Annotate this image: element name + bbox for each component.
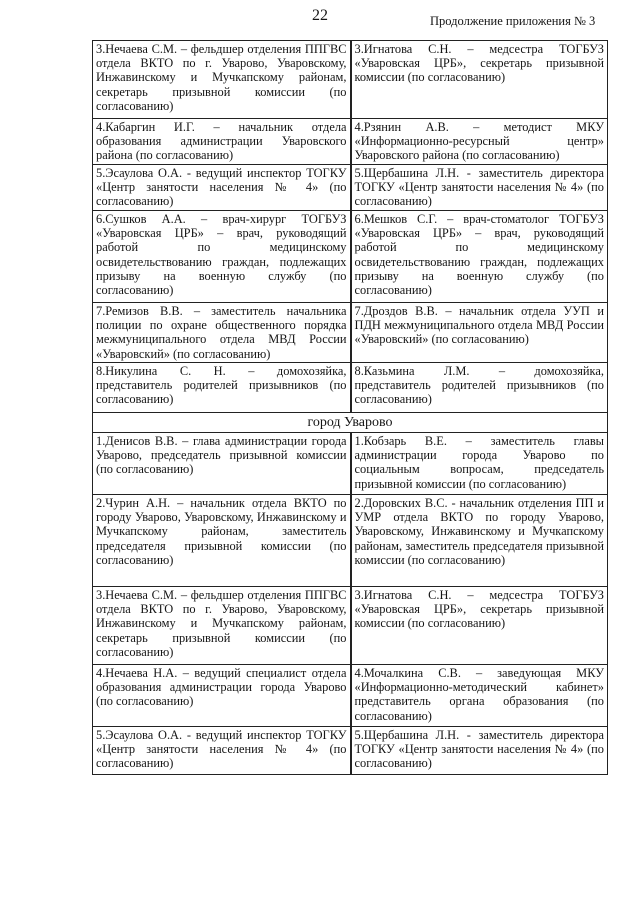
table-row <box>93 165 608 211</box>
member-cell-reserve: 3.Игнатова С.Н. – медсестра ТОГБУЗ «Уваровская ЦРБ», секретарь призывной комиссии (по согласованию) <box>351 587 608 665</box>
table-row <box>93 433 608 495</box>
member-cell-main: 5.Эсаулова О.А. - ведущий инспектор ТОГКУ «Центр занятости населения № 4» (по согласованию) <box>93 165 351 211</box>
member-cell-main: 7.Ремизов В.В. – заместитель начальника полиции по охране общественного порядка межмуниципального отдела МВД России «Уваровский» (по согласованию) <box>93 303 351 363</box>
member-cell-main: 1.Денисов В.В. – глава администрации города Уварово, председатель призывной комиссии (по согласованию) <box>93 433 351 495</box>
member-cell-reserve: 1.Кобзарь В.Е. – заместитель главы администрации города Уварово по социальным вопросам, председатель призывной комиссии (по согласованию) <box>351 433 608 495</box>
table-row <box>93 495 608 587</box>
page-number: 22 <box>312 7 328 24</box>
member-cell-reserve: 2.Доровских В.С. - начальник отделения ПП и УМР отдела ВКТО по городу Уварово, Уваровскому, Инжавинскому и Мучкапскому районам, заместитель председателя призывной комиссии (по согласованию) <box>351 495 608 587</box>
table-row <box>93 41 608 119</box>
member-cell-main: 3.Нечаева С.М. – фельдшер отделения ППГВС отдела ВКТО по г. Уварово, Уваровскому, Инжавинскому и Мучкапскому районам, секретарь призывной комиссии (по согласованию) <box>93 41 351 119</box>
member-cell-main: 3.Нечаева С.М. – фельдшер отделения ППГВС отдела ВКТО по г. Уварово, Уваровскому, Инжавинскому и Мучкапскому районам, секретарь призывной комиссии (по согласованию) <box>93 587 351 665</box>
member-cell-reserve: 3.Игнатова С.Н. – медсестра ТОГБУЗ «Уваровская ЦРБ», секретарь призывной комиссии (по согласованию) <box>351 41 608 119</box>
appendix-continuation-header: Продолжение приложения № 3 <box>430 14 596 28</box>
member-cell-main: 2.Чурин А.Н. – начальник отдела ВКТО по городу Уварово, Уваровскому, Инжавинскому и Мучкапскому районам, заместитель председателя призывной комиссии (по согласованию) <box>93 495 351 587</box>
table-row <box>93 665 608 727</box>
member-cell-reserve: 6.Мешков С.Г. – врач-стоматолог ТОГБУЗ «Уваровская ЦРБ» – врач, руководящий работой по медицинскому освидетельствованию граждан, подлежащих призыву на военную службу (по согласованию) <box>351 211 608 303</box>
table-row <box>93 119 608 165</box>
member-cell-main: 5.Эсаулова О.А. - ведущий инспектор ТОГКУ «Центр занятости населения № 4» (по согласованию) <box>93 727 351 775</box>
member-cell-main: 4.Нечаева Н.А. – ведущий специалист отдела образования администрации города Уварово (по согласованию) <box>93 665 351 727</box>
table-row <box>93 587 608 665</box>
member-cell-main: 6.Сушков А.А. – врач-хирург ТОГБУЗ «Уваровская ЦРБ» – врач, руководящий работой по медицинскому освидетельствованию граждан, подлежащих призыву на военную службу (по согласованию) <box>93 211 351 303</box>
commission-members-table <box>92 40 608 775</box>
member-cell-reserve: 4.Рзянин А.В. – методист МКУ «Информационно-ресурсный центр» Уваровского района (по согласованию) <box>351 119 608 165</box>
table-row <box>93 303 608 363</box>
member-cell-reserve: 5.Щербашина Л.Н. - заместитель директора ТОГКУ «Центр занятости населения № 4» (по согласованию) <box>351 727 608 775</box>
member-cell-main: 4.Кабаргин И.Г. – начальник отдела образования администрации Уваровского района (по согласованию) <box>93 119 351 165</box>
member-cell-reserve: 8.Казьмина Л.М. – домохозяйка, представитель родителей призывников (по согласованию) <box>351 363 608 413</box>
member-cell-reserve: 4.Мочалкина С.В. – заведующая МКУ «Информационно-методический кабинет» представитель органа образования (по согласованию) <box>351 665 608 727</box>
section-header-row <box>93 413 608 433</box>
section-title: город Уварово <box>93 413 608 433</box>
table-row <box>93 727 608 775</box>
member-cell-reserve: 5.Щербашина Л.Н. - заместитель директора ТОГКУ «Центр занятости населения № 4» (по согласованию) <box>351 165 608 211</box>
table-row <box>93 211 608 303</box>
table-row <box>93 363 608 413</box>
member-cell-reserve: 7.Дроздов В.В. – начальник отдела УУП и ПДН межмуниципального отдела МВД России «Уваровский» (по согласованию) <box>351 303 608 363</box>
member-cell-main: 8.Никулина С. Н. – домохозяйка, представитель родителей призывников (по согласованию) <box>93 363 351 413</box>
